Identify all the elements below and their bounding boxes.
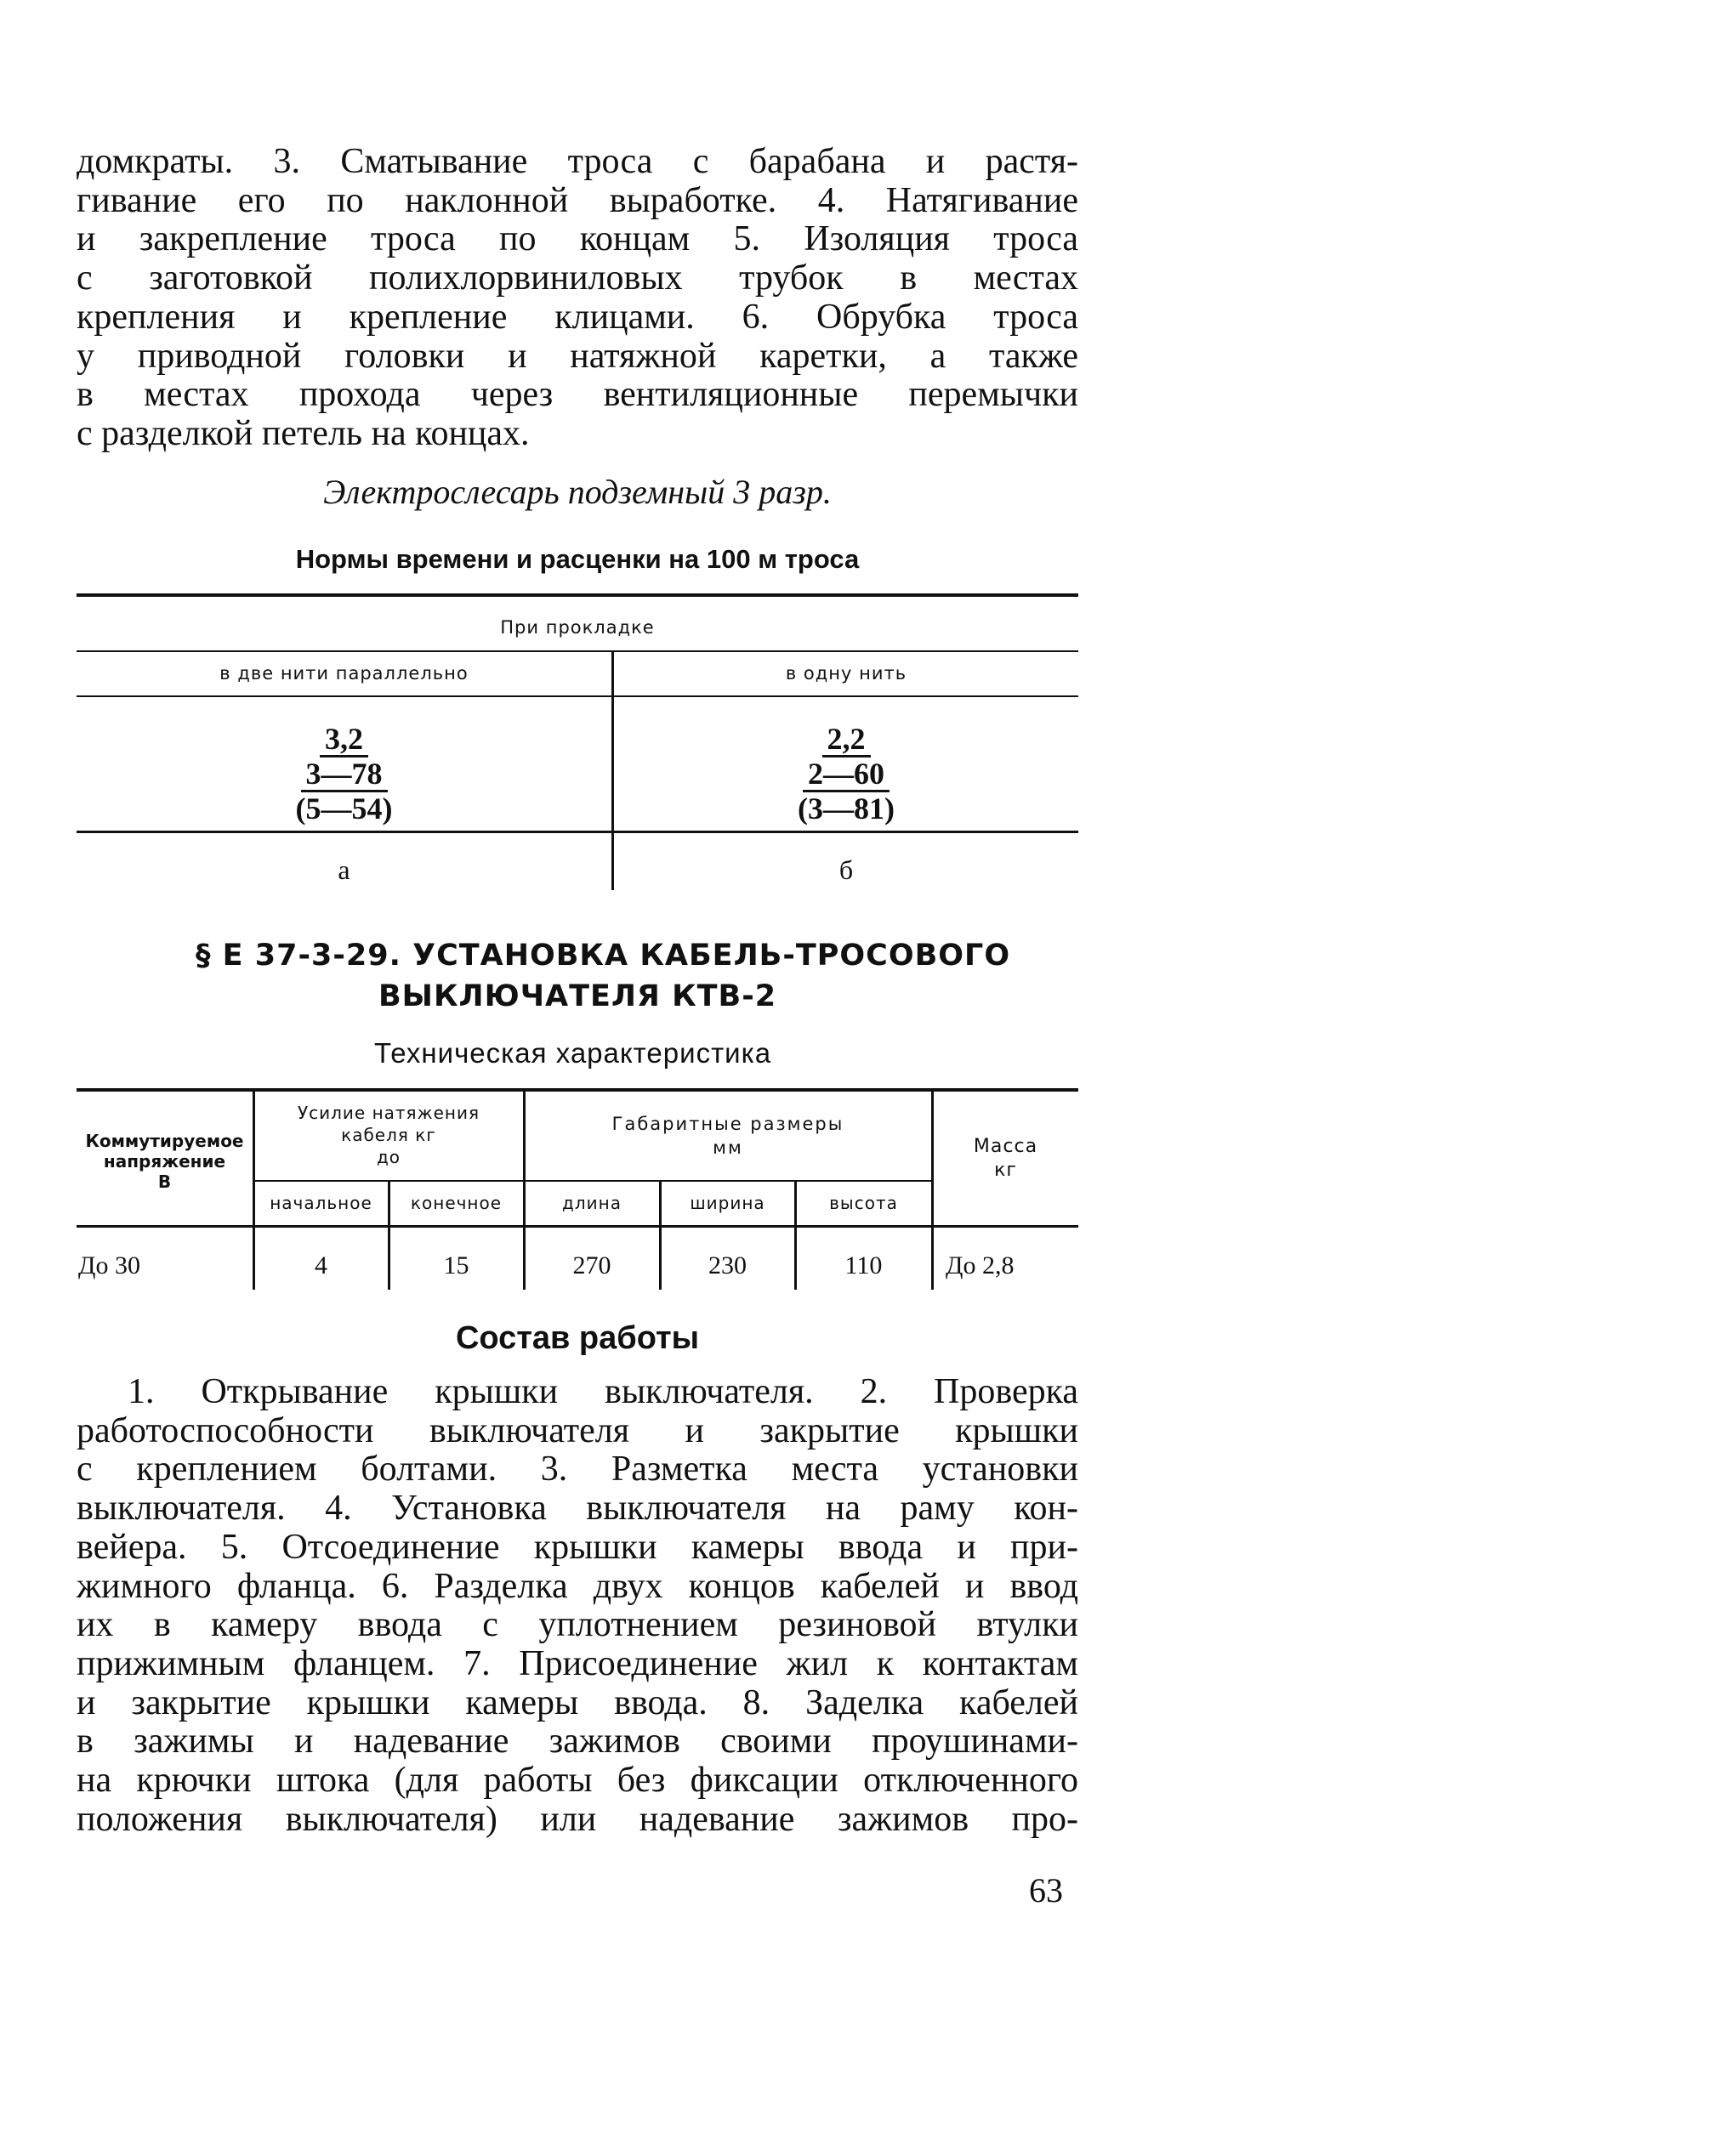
- text-line: с заготовкой полихлорвиниловых трубок в местах: [77, 258, 1078, 298]
- section-heading-line: § Е 37-3-29. УСТАНОВКА КАБЕЛЬ-ТРОСОВОГО: [196, 939, 1011, 973]
- text-line: и закрепление троса по концам 5. Изоляция троса: [77, 219, 1078, 259]
- worker-title: Электрослесарь подземный 3 разр.: [323, 473, 832, 511]
- table-rule: [77, 650, 1078, 652]
- spec-cell-width: 230: [708, 1251, 747, 1279]
- spec-cell-mass: До 2,8: [946, 1251, 1015, 1279]
- header-line: кг: [994, 1160, 1017, 1181]
- text-line: жимного фланца. 6. Разделка двух концов кабелей и ввод: [77, 1566, 1078, 1606]
- page-number: 63: [1029, 1871, 1063, 1909]
- text-line: в зажимы и надевание зажимов своими проушинами-: [77, 1722, 1078, 1762]
- text-line: вейера. 5. Отсоединение крышки камеры ввода и при-: [77, 1527, 1078, 1567]
- text-line: у приводной головки и натяжной каретки, а также: [77, 336, 1078, 376]
- norm-cell: [77, 723, 611, 825]
- text-line: на крючки штока (для работы без фиксации отключенного: [77, 1761, 1078, 1801]
- norm-time: 2,2: [822, 723, 871, 757]
- tension-header: [254, 1102, 523, 1168]
- spec-table-caption: Техническая характеристика: [374, 1037, 772, 1069]
- subheader-height: высота: [829, 1193, 898, 1213]
- subheader-initial: начальное: [270, 1193, 372, 1213]
- voltage-header: [77, 1131, 253, 1192]
- norms-group-header: При прокладке: [500, 617, 655, 638]
- text-line: положения выключателя) или надевание зажимов про-: [77, 1799, 1078, 1839]
- text-line: прижимным фланцем. 7. Присоединение жил к контактам: [77, 1643, 1078, 1683]
- column-divider: [931, 1090, 934, 1290]
- subheader-width: ширина: [690, 1193, 765, 1213]
- header-line: Масса: [973, 1136, 1038, 1157]
- text-line: и закрытие крышки камеры ввода. 8. Заделка кабелей: [77, 1682, 1078, 1722]
- table-rule: [77, 831, 1078, 833]
- section-heading: [196, 935, 1010, 1017]
- table-rule: [77, 593, 1078, 597]
- norms-column-header: в одну нить: [785, 663, 907, 684]
- dimensions-header: [525, 1112, 931, 1160]
- header-line: Усилие натяжения: [297, 1103, 480, 1123]
- norm-rate: 3—78: [301, 757, 388, 792]
- text-line: гивание его по наклонной выработке. 4. Натягивание: [77, 180, 1078, 220]
- spec-cell-length: 270: [572, 1251, 611, 1279]
- norm-time: 3,2: [320, 723, 368, 757]
- text-line: в местах прохода через вентиляционные перемычки: [77, 375, 1078, 415]
- subheader-length: длина: [562, 1193, 622, 1213]
- work-heading: Состав работы: [455, 1320, 700, 1356]
- column-label: а: [338, 854, 350, 885]
- mass-header: [933, 1135, 1078, 1183]
- text-line: их в камеру ввода с уплотнением резиновой втулки: [77, 1605, 1078, 1645]
- header-line: мм: [713, 1138, 743, 1158]
- text-line: домкраты. 3. Сматывание троса с барабана и растя-: [77, 142, 1078, 181]
- spec-cell-height: 110: [844, 1251, 883, 1279]
- table-rule: [77, 695, 1078, 697]
- norm-rate: 2—60: [803, 757, 890, 792]
- subheader-final: конечное: [410, 1193, 503, 1213]
- text-line: с разделкой петель на концах.: [77, 413, 530, 453]
- text-line: работоспособности выключателя и закрытие крышки: [77, 1410, 1078, 1450]
- table-rule: [77, 1088, 1078, 1092]
- spec-cell-voltage: До 30: [78, 1251, 140, 1279]
- text-line: 1. Открывание крышки выключателя. 2. Проверка: [128, 1372, 1078, 1411]
- header-line: напряжение: [103, 1151, 226, 1172]
- header-line: Габаритные размеры: [611, 1114, 844, 1134]
- norm-alt-rate: (5—54): [295, 791, 393, 826]
- spec-cell-final: 15: [443, 1251, 469, 1279]
- norms-table-caption: Нормы времени и расценки на 100 м троса: [295, 544, 860, 574]
- spec-cell-initial: 4: [315, 1251, 327, 1279]
- intro-paragraph: [77, 143, 1078, 454]
- header-line: В: [157, 1172, 172, 1192]
- table-rule: [77, 1225, 1078, 1228]
- column-label: б: [838, 854, 854, 885]
- work-paragraph: [77, 1373, 1078, 1839]
- header-line: Коммутируемое: [85, 1131, 244, 1151]
- header-line: до: [376, 1147, 401, 1167]
- section-heading-line: ВЫКЛЮЧАТЕЛЯ КТВ-2: [378, 979, 777, 1013]
- header-line: кабеля кг: [341, 1125, 436, 1145]
- text-line: с креплением болтами. 3. Разметка места установки: [77, 1450, 1078, 1489]
- table-rule: [254, 1180, 931, 1182]
- text-line: крепления и крепление клицами. 6. Обрубка троса: [77, 297, 1078, 337]
- norms-column-header: в две нити параллельно: [219, 663, 469, 684]
- norm-cell: [614, 723, 1078, 825]
- text-line: выключателя. 4. Установка выключателя на раму кон-: [77, 1489, 1078, 1529]
- norm-alt-rate: (3—81): [798, 791, 895, 826]
